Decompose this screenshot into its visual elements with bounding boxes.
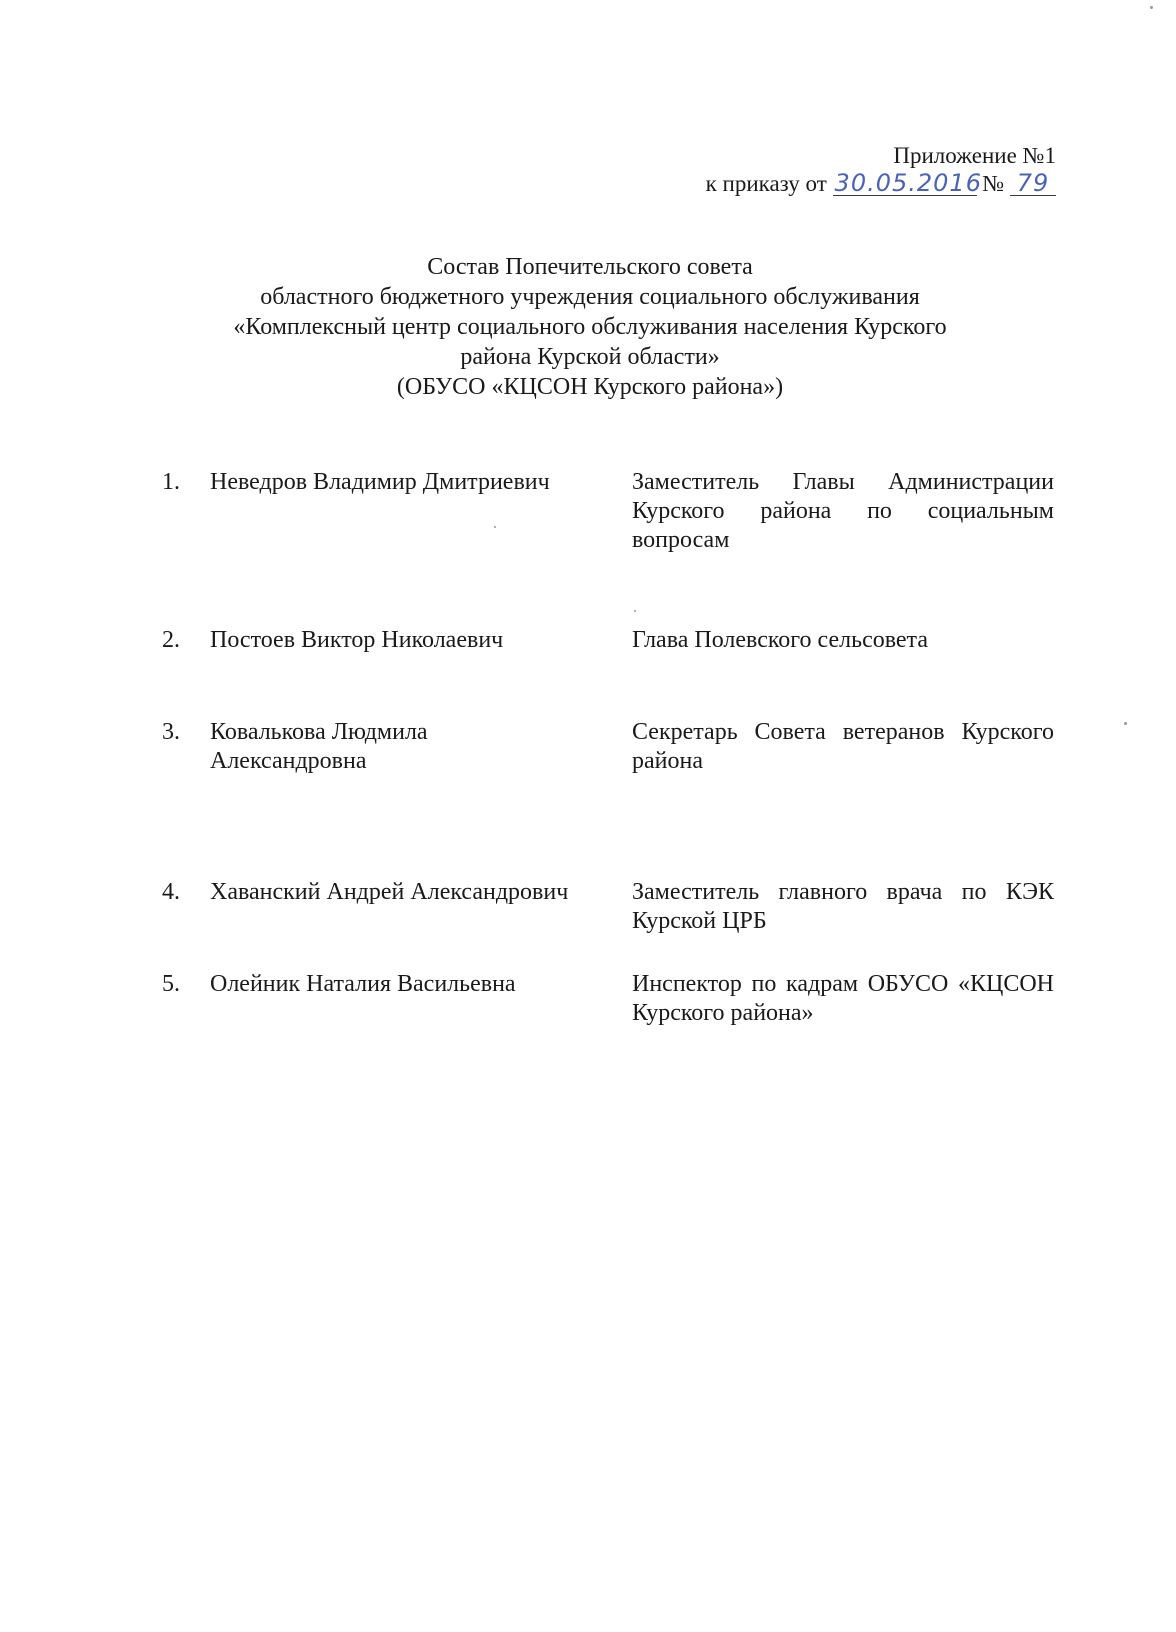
member-name: Постоев Виктор Николаевич [210, 627, 504, 653]
scan-speck [1124, 722, 1127, 725]
appendix-header [676, 142, 1056, 198]
title-line-4: района Курской области» [460, 344, 720, 370]
member-name: Ковалькова Людмила Александровна [210, 719, 428, 774]
member-number: 1. [162, 469, 180, 495]
member-name: Хаванский Андрей Александрович [210, 879, 569, 905]
member-name: Неведров Владимир Дмитриевич [210, 469, 550, 495]
number-sign: № [982, 171, 1005, 196]
title-line-5: (ОБУСО «КЦСОН Курского района») [396, 374, 784, 400]
order-date-handwritten: 30.05.2016 [834, 169, 982, 197]
scan-speck [634, 610, 636, 612]
title-line-2: областного бюджетного учреждения социального обслуживания [260, 284, 920, 310]
member-number: 3. [162, 719, 180, 745]
scan-speck [1150, 6, 1153, 9]
member-position: Секретарь Совета ветеранов Курского района [632, 719, 1054, 774]
title-line-3: «Комплексный центр социального обслуживания населения Курского [233, 314, 947, 340]
scan-speck [494, 526, 496, 528]
member-number: 2. [162, 627, 180, 653]
appendix-label: Приложение №1 [893, 143, 1056, 168]
title-line-1: Состав Попечительского совета [427, 254, 753, 280]
member-number: 5. [162, 971, 180, 997]
member-position: Глава Полевского сельсовета [632, 627, 928, 653]
member-position: Заместитель главного врача по КЭК Курской ЦРБ [632, 879, 1054, 934]
document-title [150, 252, 1030, 402]
order-prefix: к приказу от [705, 171, 827, 196]
member-position: Инспектор по кадрам ОБУСО «КЦСОН Курского района» [632, 971, 1054, 1026]
order-reference [676, 170, 1056, 198]
member-name: Олейник Наталия Васильевна [210, 971, 516, 997]
member-number: 4. [162, 879, 180, 905]
member-position: Заместитель Главы Администрации Курского района по социальным вопросам [632, 469, 1054, 553]
order-number-handwritten: 79 [1010, 171, 1056, 196]
